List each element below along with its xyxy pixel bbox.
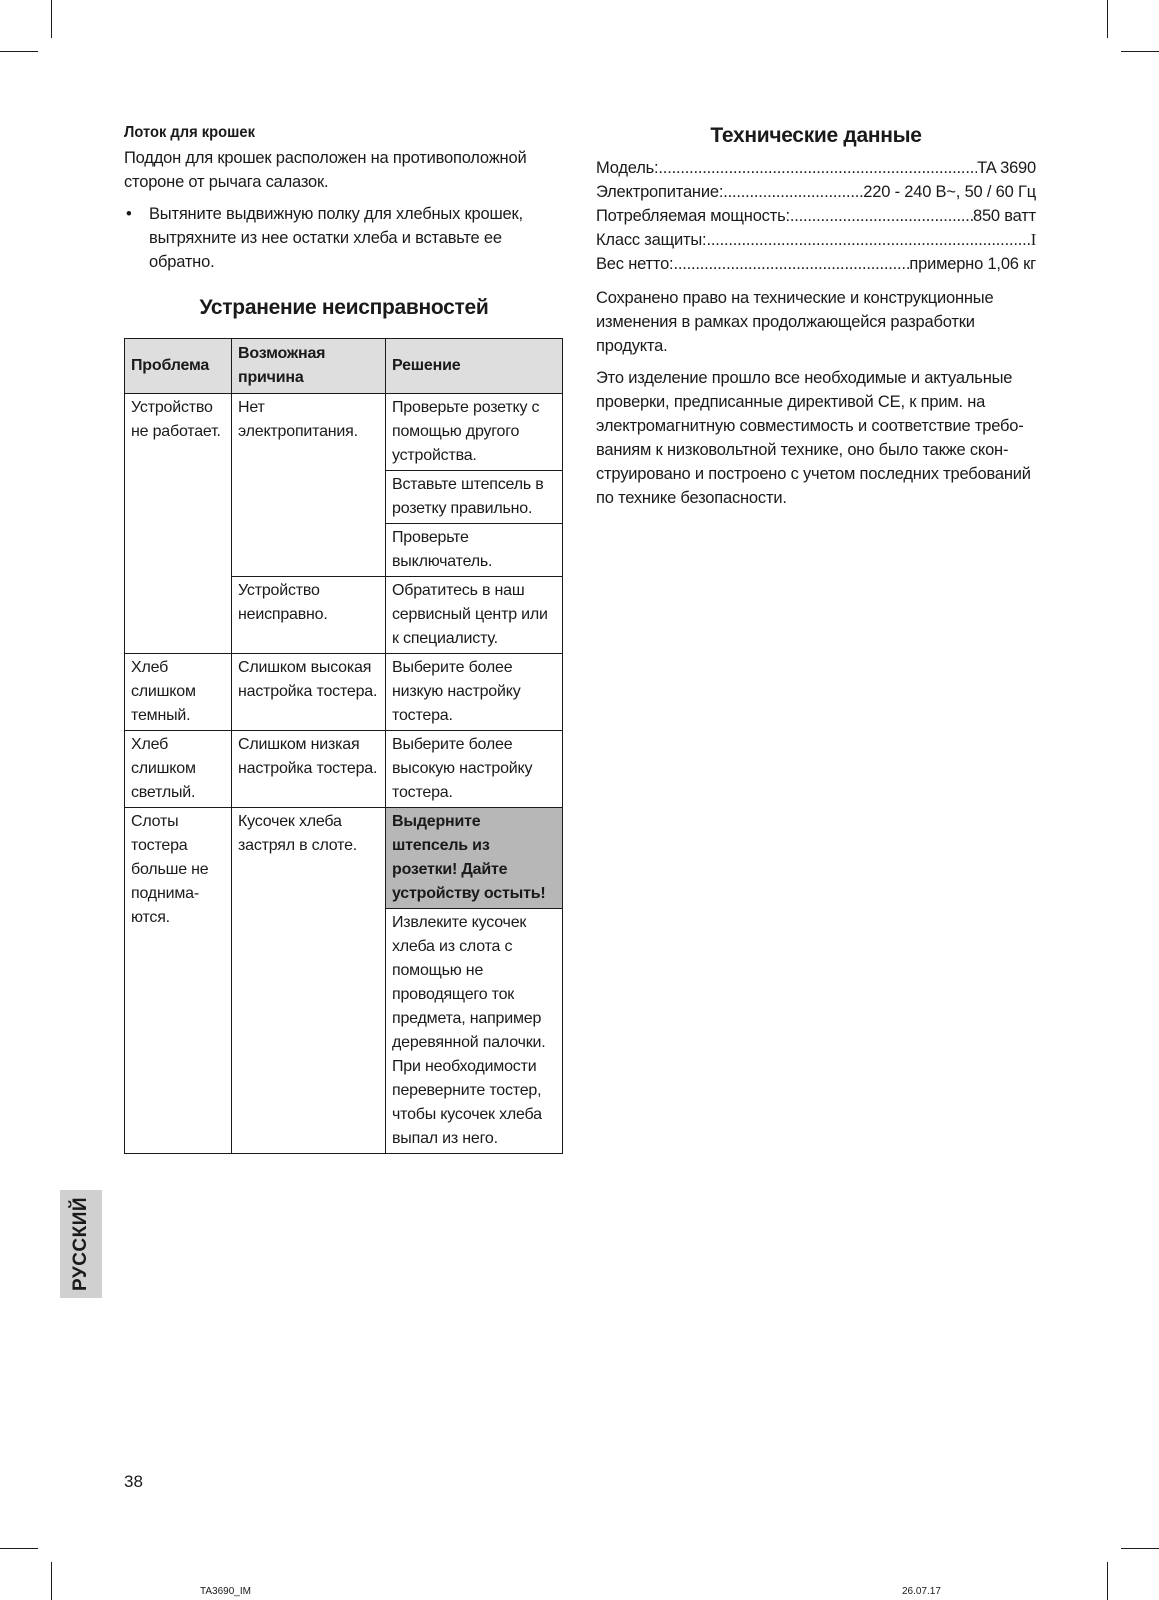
table-header-row [125,339,563,394]
bullet-text: Вытяните выдвижную полку для хлебных крошек, вытряхните из нее остатки хлеба и вставьте ее обратно. [149,205,523,271]
troubleshooting-table [124,338,563,1154]
table-row [125,731,563,808]
spec-row-net-weight [596,252,1036,276]
problem-cell: Устройство не работает. [125,394,232,654]
tech-data-heading: Технические данные [710,124,922,147]
right-column [596,122,1036,518]
solution-cell: Выберите более высокую настройку тостера. [386,731,563,808]
spec-label: Вес нетто: [596,255,674,273]
ce-notice: Это изделение прошло все необходимые и актуальные проверки, предписанные директивой CE, к прим. на электромагнитную совместимость и соответствие требо-ваниям к низковольтной технике, оно было также скон-струировано и построено с учетом последних требований по технике безопасности. [596,369,1031,507]
spec-leader [658,156,977,180]
problem-cell: Хлеб слишком светлый. [125,731,232,808]
spec-value: примерно 1,06 кг [909,255,1036,273]
spec-label: Модель: [596,159,659,177]
bullet-marker: • [126,205,132,223]
crumb-tray-heading: Лоток для крошек [124,124,255,141]
header-problem: Проблема [125,339,232,394]
spec-leader [723,180,863,204]
spec-leader [706,228,1030,252]
spec-value: I [1030,230,1036,249]
crop-mark [0,51,38,52]
solution-cell: Обратитесь в наш сервисный центр или к специалисту. [386,577,563,654]
problem-cell: Хлеб слишком темный. [125,654,232,731]
problem-cell: Слоты тостера больше не поднима-ются. [125,808,232,1154]
crop-mark [1121,51,1159,52]
spec-value: 220 - 240 В~, 50 / 60 Гц [863,183,1036,201]
spec-value: 850 ватт [972,207,1036,225]
crop-mark [1121,1548,1159,1549]
table-row [125,808,563,909]
solution-cell: Извлеките кусочек хлеба из слота с помощью не проводящего ток предмета, например деревянной палочки. При необходимости переверните тостер, чтобы кусочек хлеба выпал из него. [386,909,563,1154]
crop-mark [51,0,52,38]
solution-cell: Вставьте штепсель в розетку правильно. [386,471,563,524]
spec-value: TA 3690 [977,159,1036,177]
changes-notice: Сохранено право на технические и конструкционные изменения в рамках продолжающейся разработки продукта. [596,289,994,355]
crop-mark [1107,1562,1108,1600]
warning-solution-cell: Выдерните штепсель из розетки! Дайте устройству остыть! [386,808,563,909]
crop-mark [0,1548,38,1549]
page-number: 38 [124,1472,143,1491]
table-row [125,394,563,471]
language-label: РУССКИЙ [70,1196,91,1292]
crumb-tray-text: Поддон для крошек расположен на противоположной стороне от рычага салазок. [124,149,527,191]
spec-label: Потребляемая мощность: [596,207,790,225]
spec-label: Электропитание: [596,183,724,201]
table-row [125,654,563,731]
spec-row-model [596,156,1036,180]
spec-row-protection-class [596,228,1036,252]
header-solution: Решение [386,339,563,394]
troubleshooting-heading: Устранение неисправностей [199,296,489,319]
header-cause: Возможная причина [232,339,386,394]
crumb-tray-bullet [124,202,564,274]
cause-cell: Нет электропитания. [232,394,386,577]
crop-mark [1107,0,1108,38]
spec-label: Класс защиты: [596,231,707,249]
footer-doc-id: TA3690_IM [200,1586,251,1597]
spec-leader [673,252,909,276]
left-column [124,122,564,322]
spec-leader [790,204,973,228]
cause-cell: Устройство неисправно. [232,577,386,654]
spec-row-power-supply [596,180,1036,204]
footer-date: 26.07.17 [902,1586,941,1597]
cause-cell: Слишком высокая настройка тостера. [232,654,386,731]
spec-row-power-consumption [596,204,1036,228]
cause-cell: Слишком низкая настройка тостера. [232,731,386,808]
solution-cell: Проверьте розетку с помощью другого устройства. [386,394,563,471]
cause-cell: Кусочек хлеба застрял в слоте. [232,808,386,1154]
crop-mark [51,1562,52,1600]
solution-cell: Проверьте выключатель. [386,524,563,577]
solution-cell: Выберите более низкую настройку тостера. [386,654,563,731]
language-side-tab [60,1190,102,1298]
